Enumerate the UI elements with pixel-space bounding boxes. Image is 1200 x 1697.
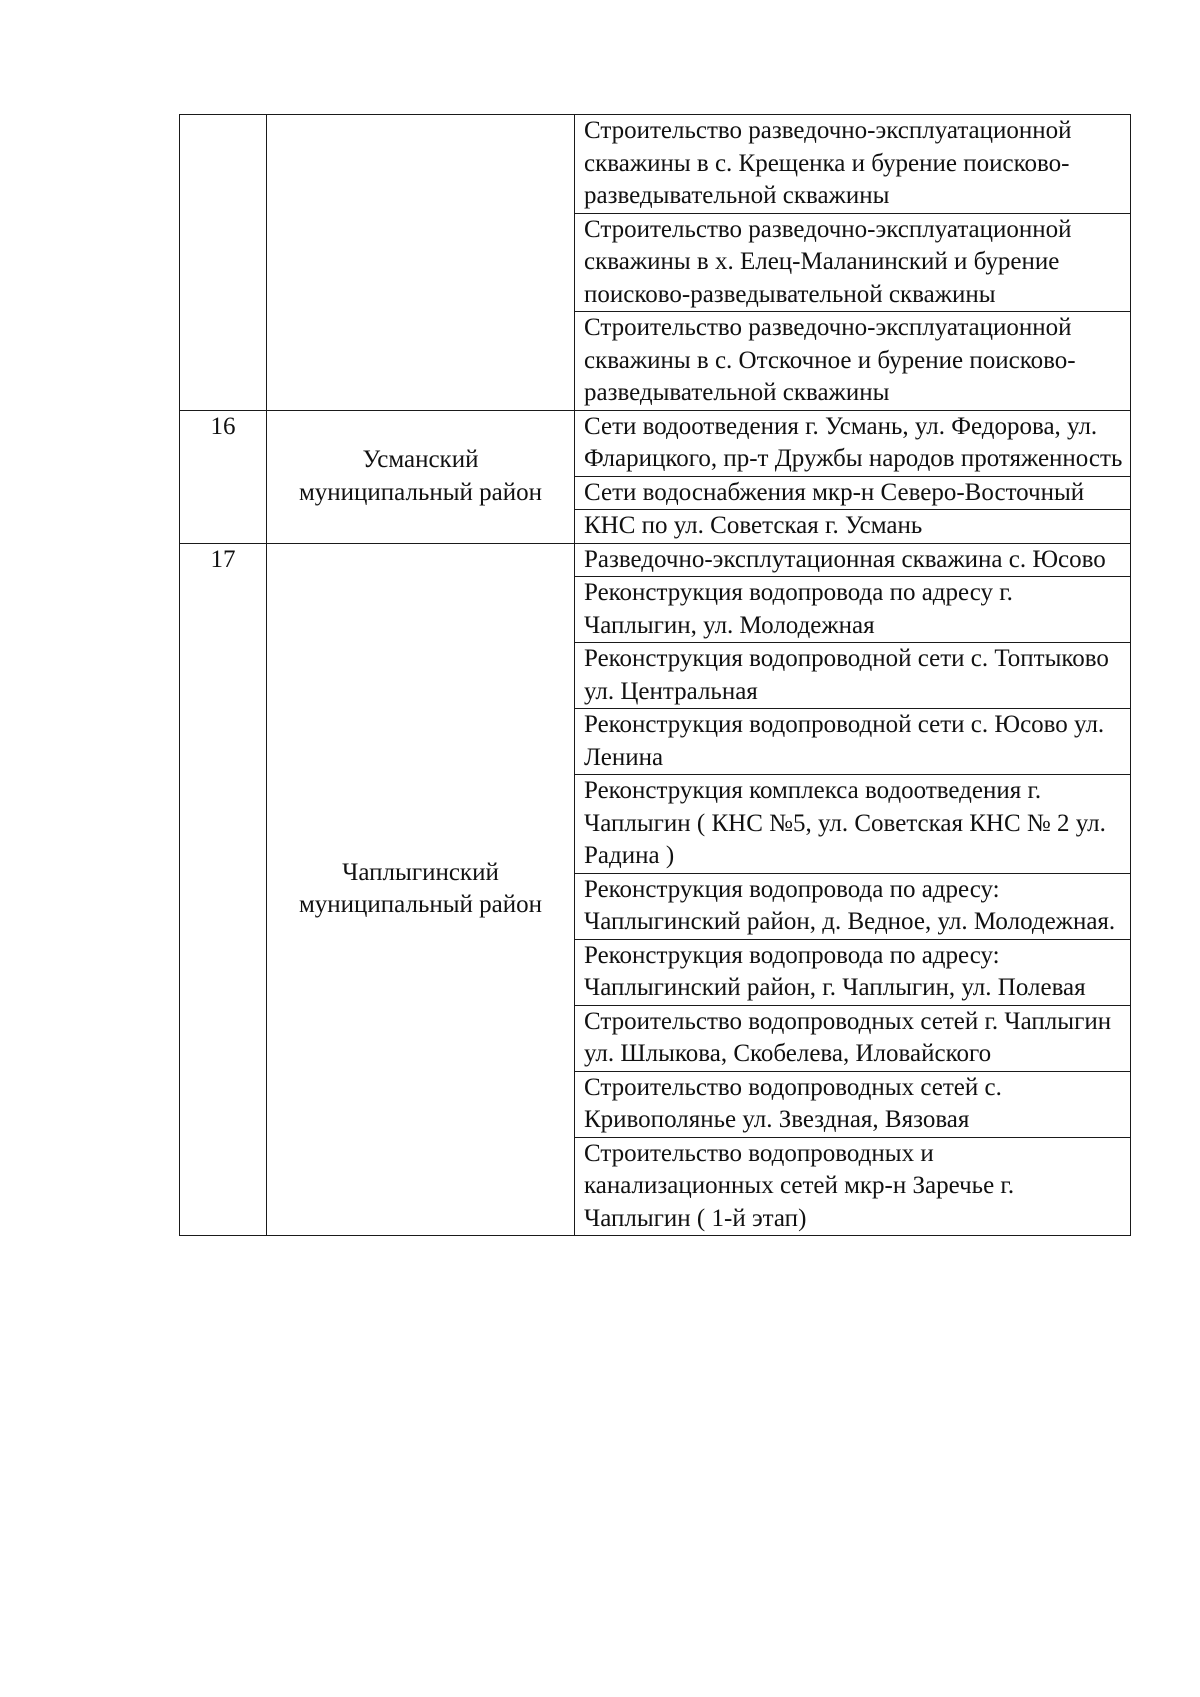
object-text: Реконструкция водопроводной сети с. Юсово ул. Ленина [584,711,1105,771]
object-text: КНС по ул. Советская г. Усмань [584,512,923,539]
row-number-cell [180,410,267,543]
row-number-cell [180,543,267,1236]
object-text: Строительство разведочно-эксплуатационной скважины в с. Отскочное и бурение поисково-разведывательной скважины [584,314,1076,406]
object-cell [575,775,1131,874]
object-cell [575,115,1131,214]
object-text: Строительство разведочно-эксплуатационной скважины в х. Елец-Маланинский и бурение поисково-разведывательной скважины [584,215,1072,308]
object-text: Строительство водопроводных сетей г. Чаплыгин ул. Шлыкова, Скобелева, Иловайского [584,1007,1112,1067]
object-text: Строительство разведочно-эксплуатационной скважины в с. Крещенка и бурение поисково-разведывательной скважины [584,117,1072,209]
table-row [180,543,1131,577]
object-cell [575,643,1131,709]
object-cell [575,410,1131,476]
table-row [180,410,1131,476]
object-text: Строительство водопроводных и канализационных сетей мкр-н Заречье г. Чаплыгин ( 1-й этап) [584,1139,1015,1232]
object-cell [575,213,1131,312]
object-cell [575,1137,1131,1236]
object-text: Реконструкция водопровода по адресу: Чаплыгинский район, г. Чаплыгин, ул. Полевая [584,941,1086,1001]
row-number: 17 [210,545,236,573]
object-cell [575,577,1131,643]
district-cell [267,410,575,543]
object-cell [575,312,1131,411]
object-cell [575,709,1131,775]
object-text: Сети водоотведения г. Усмань, ул. Федорова, ул. Фларицкого, пр-т Дружбы народов протяженность [584,412,1123,472]
object-cell [575,873,1131,939]
object-cell [575,543,1131,577]
object-text: Реконструкция водопровода по адресу г. Чаплыгин, ул. Молодежная [584,579,1013,639]
object-text: Сети водоснабжения мкр-н Северо-Восточный [584,478,1085,506]
object-cell [575,1005,1131,1071]
projects-table [179,114,1131,1236]
object-text: Реконструкция комплекса водоотведения г. Чаплыгин ( КНС №5, ул. Советская КНС № 2 ул. Радина ) [584,777,1106,869]
district-cell [267,543,575,1236]
object-text: Реконструкция водопровода по адресу: Чаплыгинский район, д. Ведное, ул. Молодежная. [584,875,1116,935]
object-text: Реконструкция водопроводной сети с. Топтыково ул. Центральная [584,645,1109,705]
object-cell [575,1071,1131,1137]
object-text: Разведочно-эксплутационная скважина с. Юсово [584,545,1106,573]
object-cell [575,939,1131,1005]
row-number-cell [180,115,267,411]
district-name: Усманский муниципальный район [298,446,543,506]
object-text: Строительство водопроводных сетей с. Кривополянье ул. Звездная, Вязовая [584,1073,1002,1133]
row-number: 16 [210,412,236,440]
district-name: Чаплыгинский муниципальный район [298,858,543,919]
table-row [180,115,1131,214]
object-cell [575,510,1131,544]
object-cell [575,476,1131,510]
district-cell [267,115,575,411]
